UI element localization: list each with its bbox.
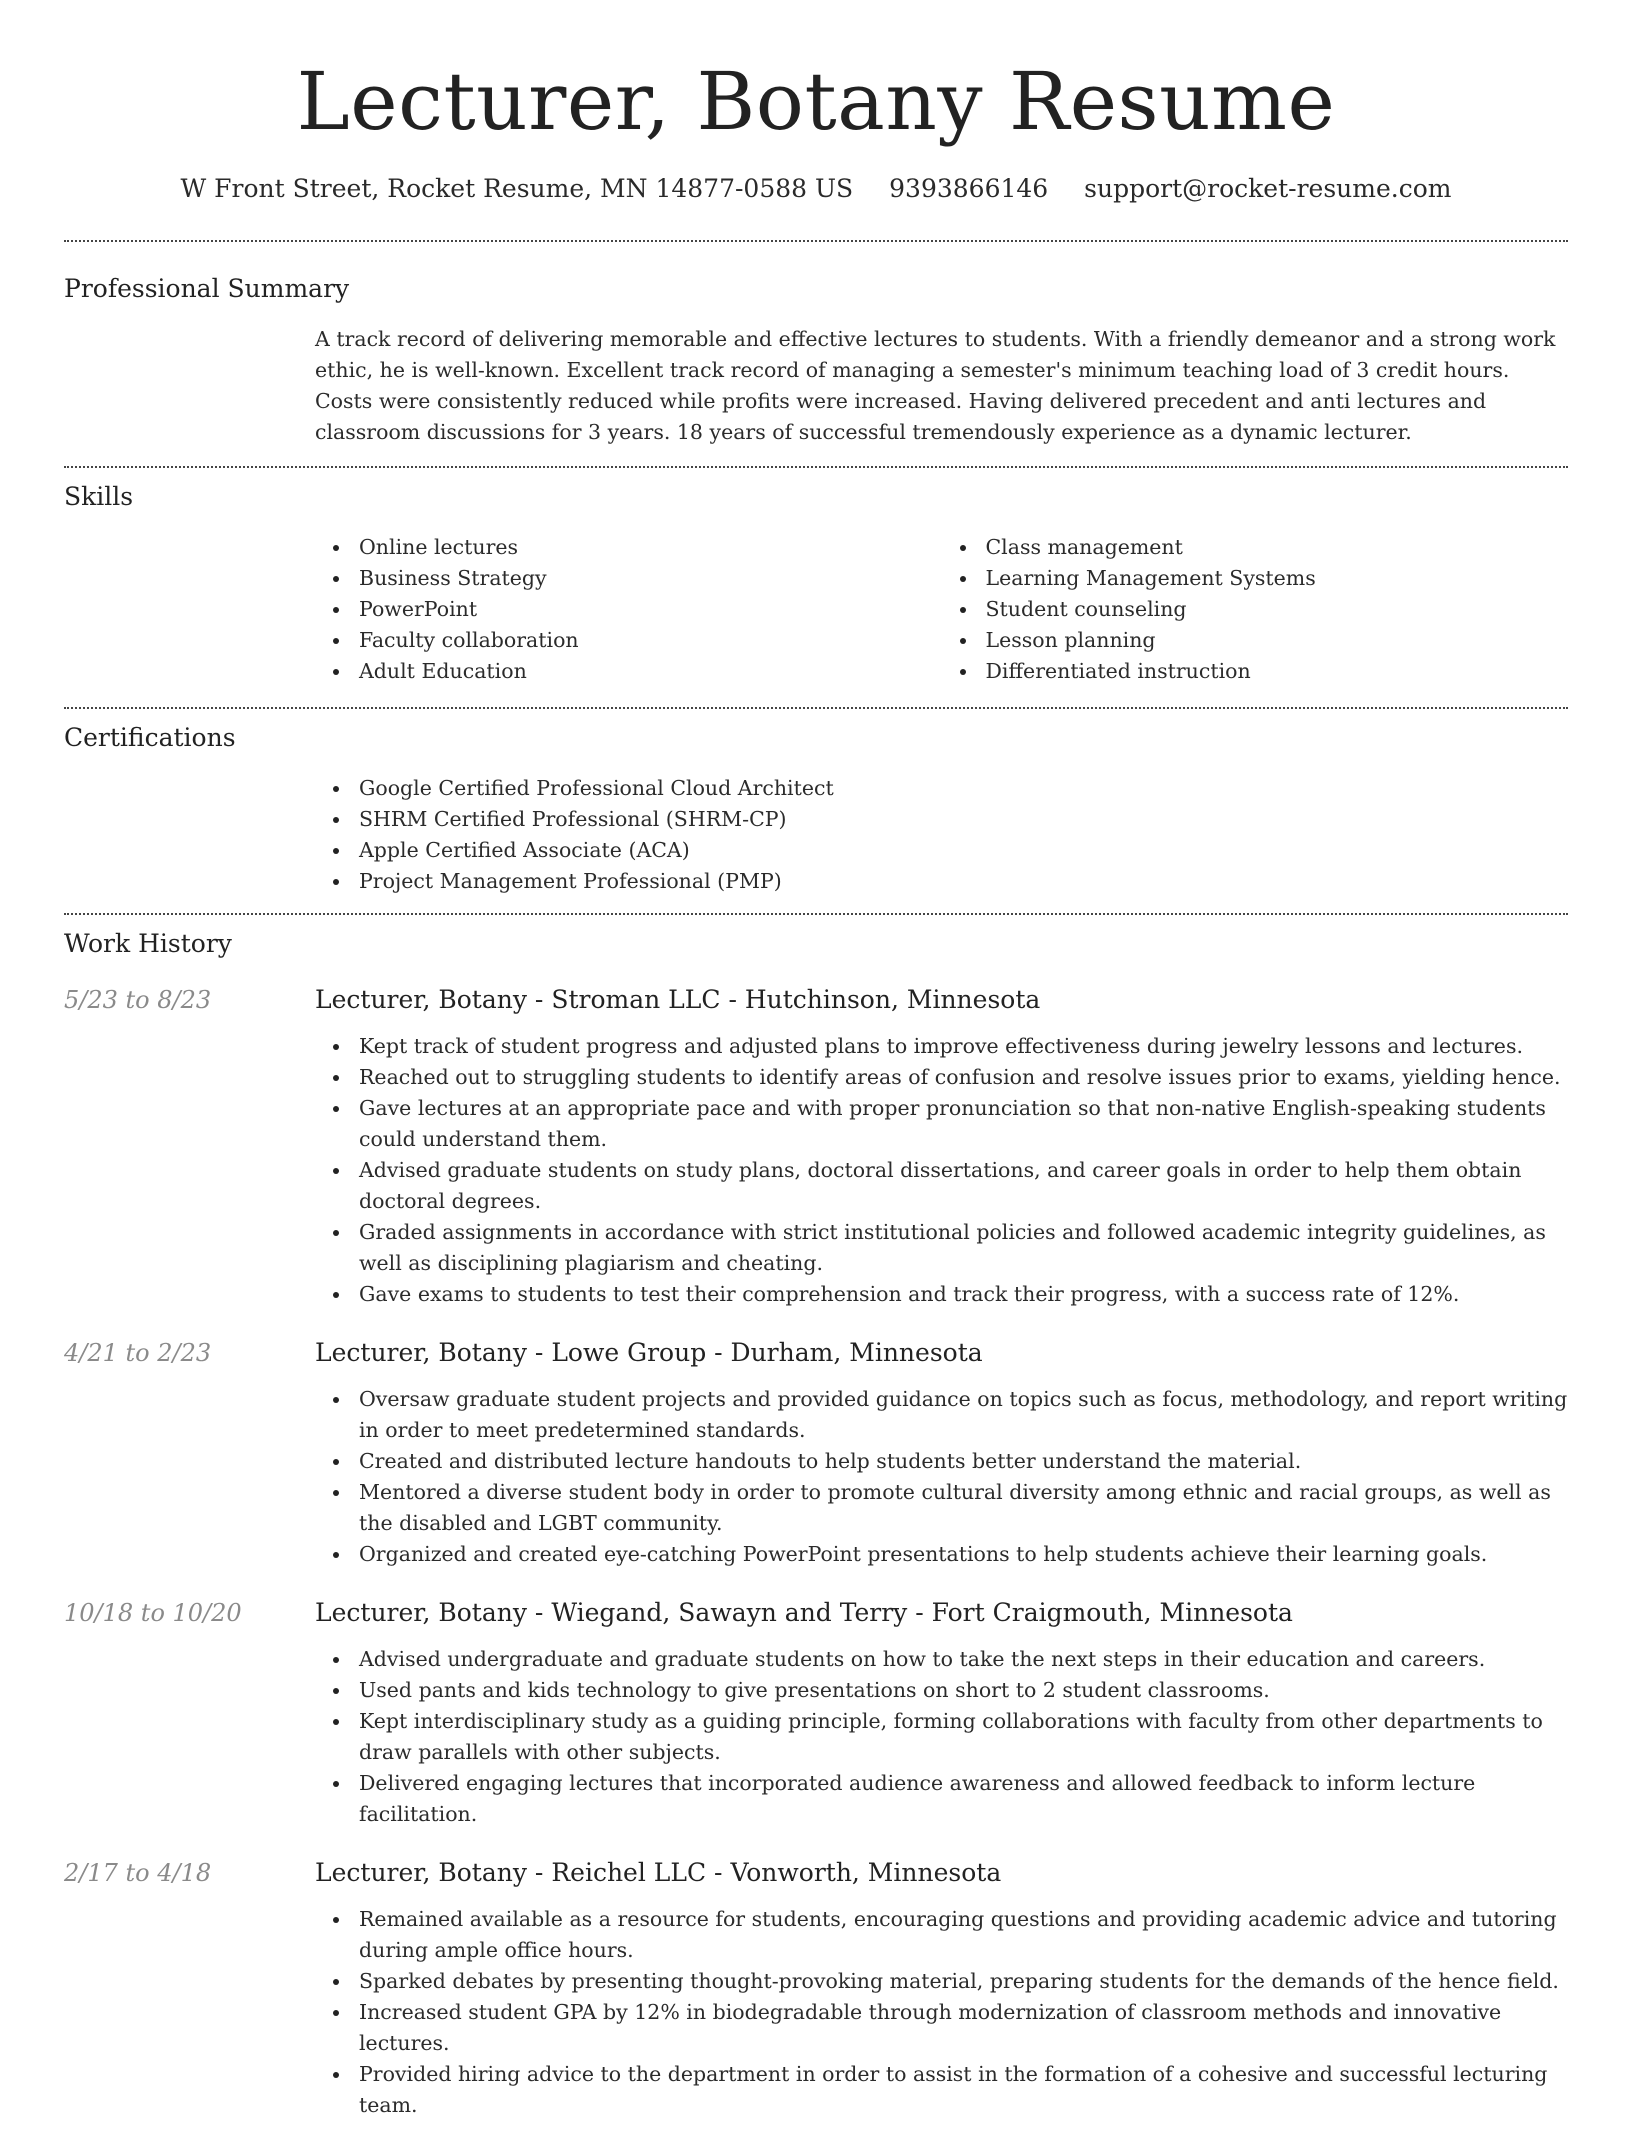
skills-section bbox=[64, 468, 1568, 707]
list-item: Lesson planning bbox=[986, 625, 1569, 656]
list-item: Oversaw graduate student projects and provided guidance on topics such as focus, methodology, and report writing in order to meet predetermined standards. bbox=[359, 1384, 1568, 1446]
list-item: Google Certified Professional Cloud Architect bbox=[359, 773, 1568, 804]
list-item: Increased student GPA by 12% in biodegradable through modernization of classroom methods and innovative lectures. bbox=[359, 1997, 1568, 2059]
list-item: Mentored a diverse student body in order to promote cultural diversity among ethnic and racial groups, as well as the disabled and LGBT community. bbox=[359, 1477, 1568, 1539]
list-item: Organized and created eye-catching PowerPoint presentations to help students achieve their learning goals. bbox=[359, 1539, 1568, 1570]
list-item: Learning Management Systems bbox=[986, 563, 1569, 594]
list-item: Created and distributed lecture handouts to help students better understand the material. bbox=[359, 1446, 1568, 1477]
skills-heading: Skills bbox=[64, 482, 134, 511]
list-item: Advised graduate students on study plans, doctoral dissertations, and career goals in order to help them obtain doctoral degrees. bbox=[359, 1155, 1568, 1217]
summary-section bbox=[64, 242, 1568, 466]
list-item: Delivered engaging lectures that incorporated audience awareness and allowed feedback to inform lecture facilitation. bbox=[359, 1768, 1568, 1830]
list-item: Kept track of student progress and adjusted plans to improve effectiveness during jewelry lessons and lectures. bbox=[359, 1031, 1568, 1062]
list-item: Differentiated instruction bbox=[986, 656, 1569, 687]
list-item: Kept interdisciplinary study as a guiding principle, forming collaborations with faculty from other departments to draw parallels with other subjects. bbox=[359, 1706, 1568, 1768]
job-header bbox=[64, 1596, 1568, 1630]
summary-text: A track record of delivering memorable and effective lectures to students. With a friendly demeanor and a strong work ethic, he is well-known. Excellent track record of managing a semester's minimum teaching load of 3 credit hours. Costs were consistently reduced while profits were increased. Having delivered precedent and anti lectures and classroom discussions for 3 years. 18 years of successful tremendously experience as a dynamic lecturer. bbox=[315, 327, 1556, 444]
job-bullet-list bbox=[315, 1031, 1568, 1310]
job-dates: 4/21 to 2/23 bbox=[64, 1339, 212, 1367]
job-title: Lecturer, Botany - Wiegand, Sawayn and Terry - Fort Craigmouth, Minnesota bbox=[315, 1598, 1293, 1627]
contact-phone: 9393866146 bbox=[889, 174, 1049, 203]
list-item: Used pants and kids technology to give presentations on short to 2 student classrooms. bbox=[359, 1675, 1568, 1706]
list-item: Graded assignments in accordance with strict institutional policies and followed academic integrity guidelines, as well as disciplining plagiarism and cheating. bbox=[359, 1217, 1568, 1279]
job-header bbox=[64, 1856, 1568, 1890]
job-dates: 2/17 to 4/18 bbox=[64, 1859, 212, 1887]
list-item: Remained available as a resource for students, encouraging questions and providing academic advice and tutoring during ample office hours. bbox=[359, 1904, 1568, 1966]
job-header bbox=[64, 983, 1568, 1017]
job-title: Lecturer, Botany - Stroman LLC - Hutchinson, Minnesota bbox=[315, 985, 1041, 1014]
list-item: Online lectures bbox=[359, 532, 942, 563]
job-details bbox=[315, 1384, 1568, 1570]
list-item: Apple Certified Associate (ACA) bbox=[359, 835, 1568, 866]
skills-grid bbox=[315, 532, 1568, 687]
summary-heading: Professional Summary bbox=[64, 274, 350, 303]
certifications-list bbox=[315, 773, 1568, 897]
job-bullet-list bbox=[315, 1904, 1568, 2121]
certifications-content bbox=[315, 773, 1568, 897]
job-entry bbox=[64, 1856, 1568, 2121]
job-bullet-list bbox=[315, 1644, 1568, 1830]
work-heading: Work History bbox=[64, 929, 232, 958]
job-details bbox=[315, 1644, 1568, 1830]
contact-line bbox=[64, 172, 1568, 206]
job-header bbox=[64, 1336, 1568, 1370]
list-item: PowerPoint bbox=[359, 594, 942, 625]
job-entry bbox=[64, 1336, 1568, 1570]
job-bullet-list bbox=[315, 1384, 1568, 1570]
summary-content bbox=[315, 324, 1568, 448]
list-item: Gave exams to students to test their comprehension and track their progress, with a success rate of 12%. bbox=[359, 1279, 1568, 1310]
job-details bbox=[315, 1904, 1568, 2121]
job-entry bbox=[64, 1596, 1568, 1830]
job-details bbox=[315, 1031, 1568, 1310]
skills-list-right bbox=[942, 532, 1569, 687]
list-item: Faculty collaboration bbox=[359, 625, 942, 656]
skills-content bbox=[315, 532, 1568, 687]
contact-address: W Front Street, Rocket Resume, MN 14877-0588 US bbox=[180, 174, 854, 203]
list-item: Reached out to struggling students to identify areas of confusion and resolve issues prior to exams, yielding hence. bbox=[359, 1062, 1568, 1093]
job-dates: 10/18 to 10/20 bbox=[64, 1599, 242, 1627]
resume-title: Lecturer, Botany Resume bbox=[296, 55, 1336, 148]
contact-email: support@rocket-resume.com bbox=[1084, 174, 1452, 203]
skills-list-left bbox=[315, 532, 942, 687]
list-item: Sparked debates by presenting thought-provoking material, preparing students for the demands of the hence field. bbox=[359, 1966, 1568, 1997]
work-section bbox=[64, 915, 1568, 2121]
job-list bbox=[64, 983, 1568, 2121]
list-item: Provided hiring advice to the department in order to assist in the formation of a cohesive and successful lecturing team. bbox=[359, 2059, 1568, 2121]
job-title: Lecturer, Botany - Lowe Group - Durham, Minnesota bbox=[315, 1338, 983, 1367]
certifications-heading: Certifications bbox=[64, 723, 236, 752]
list-item: Adult Education bbox=[359, 656, 942, 687]
job-title: Lecturer, Botany - Reichel LLC - Vonworth, Minnesota bbox=[315, 1858, 1002, 1887]
job-entry bbox=[64, 983, 1568, 1310]
job-dates: 5/23 to 8/23 bbox=[64, 986, 212, 1014]
list-item: Project Management Professional (PMP) bbox=[359, 866, 1568, 897]
list-item: Gave lectures at an appropriate pace and with proper pronunciation so that non-native English-speaking students could understand them. bbox=[359, 1093, 1568, 1155]
list-item: SHRM Certified Professional (SHRM-CP) bbox=[359, 804, 1568, 835]
list-item: Advised undergraduate and graduate students on how to take the next steps in their education and careers. bbox=[359, 1644, 1568, 1675]
list-item: Class management bbox=[986, 532, 1569, 563]
list-item: Business Strategy bbox=[359, 563, 942, 594]
resume-page bbox=[64, 0, 1568, 2147]
certifications-section bbox=[64, 709, 1568, 913]
list-item: Student counseling bbox=[986, 594, 1569, 625]
